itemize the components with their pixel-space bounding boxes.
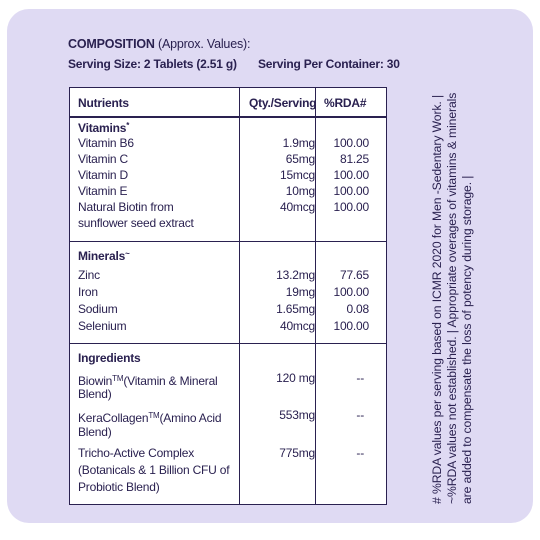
tricho-name: Tricho-Active Complex	[78, 446, 195, 460]
vitamin-e-rda: 100.00	[333, 184, 369, 198]
minerals-title: Minerals~	[78, 249, 130, 263]
keracollagen-name: KeraCollagen™(Amino Acid	[78, 411, 222, 425]
ingredients-title: Ingredients	[78, 351, 141, 365]
section-divider	[70, 241, 386, 242]
column-divider	[239, 88, 240, 504]
composition-heading	[68, 37, 250, 51]
tricho-qty: 775mg	[279, 446, 315, 460]
zinc-name: Zinc	[78, 268, 100, 282]
keracollagen-name-line2: Blend)	[78, 425, 112, 439]
iron-name: Iron	[78, 285, 98, 299]
vitamin-c-name: Vitamin C	[78, 152, 128, 166]
iron-qty: 19mg	[285, 285, 315, 299]
sodium-rda: 0.08	[346, 302, 369, 316]
vitamin-b6-rda: 100.00	[333, 136, 369, 150]
composition-subtitle: (Approx. Values):	[157, 37, 251, 51]
footnote-text: # %RDA values per serving based on ICMR 2020 for Men -Sedentary Work. | ~%RDA values not established. | Appropriate overages of vitamins & minerals are added to compensate the loss of potency during storage. |	[430, 92, 474, 504]
vitamin-e-qty: 10mg	[285, 184, 315, 198]
tricho-name-line3: Probiotic Blend)	[78, 480, 160, 494]
biowin-name: Biowin™(Vitamin & Mineral	[78, 374, 218, 388]
biotin-name: Natural Biotin from	[78, 200, 174, 214]
column-divider	[315, 88, 316, 504]
serving-size: Serving Size: 2 Tablets (2.51 g)	[68, 57, 237, 71]
keracollagen-qty: 553mg	[279, 408, 315, 422]
header-nutrients: Nutrients	[78, 96, 129, 110]
selenium-name: Selenium	[78, 319, 127, 333]
vitamin-c-qty: 65mg	[285, 152, 315, 166]
composition-title: COMPOSITION	[68, 37, 155, 51]
biowin-qty: 120 mg	[276, 371, 315, 385]
serving-per-container: Serving Per Container: 30	[258, 57, 400, 71]
biowin-rda: --	[356, 371, 364, 385]
keracollagen-rda: --	[356, 408, 364, 422]
tricho-name-line2: (Botanicals & 1 Billion CFU of	[78, 463, 230, 477]
biotin-qty: 40mcg	[279, 200, 315, 214]
zinc-qty: 13.2mg	[276, 268, 315, 282]
sodium-qty: 1.65mg	[276, 302, 315, 316]
section-divider	[70, 343, 386, 344]
tricho-rda: --	[356, 446, 364, 460]
vitamin-d-qty: 15mcg	[279, 168, 315, 182]
vitamin-e-name: Vitamin E	[78, 184, 128, 198]
zinc-rda: 77.65	[339, 268, 369, 282]
selenium-qty: 40mcg	[279, 319, 315, 333]
vitamin-b6-qty: 1.9mg	[282, 136, 315, 150]
vitamins-title: Vitamins*	[78, 121, 130, 135]
header-rda: %RDA#	[324, 96, 367, 110]
biowin-name-line2: Blend)	[78, 387, 112, 401]
vitamin-b6-name: Vitamin B6	[78, 136, 134, 150]
nutrition-table	[69, 87, 387, 505]
sodium-name: Sodium	[78, 302, 118, 316]
header-qty: Qty./Serving	[249, 96, 317, 110]
vitamin-d-rda: 100.00	[333, 168, 369, 182]
vitamin-c-rda: 81.25	[339, 152, 369, 166]
biotin-rda: 100.00	[333, 200, 369, 214]
selenium-rda: 100.00	[333, 319, 369, 333]
vitamin-d-name: Vitamin D	[78, 168, 128, 182]
biotin-name-line2: sunflower seed extract	[78, 216, 194, 230]
iron-rda: 100.00	[333, 285, 369, 299]
